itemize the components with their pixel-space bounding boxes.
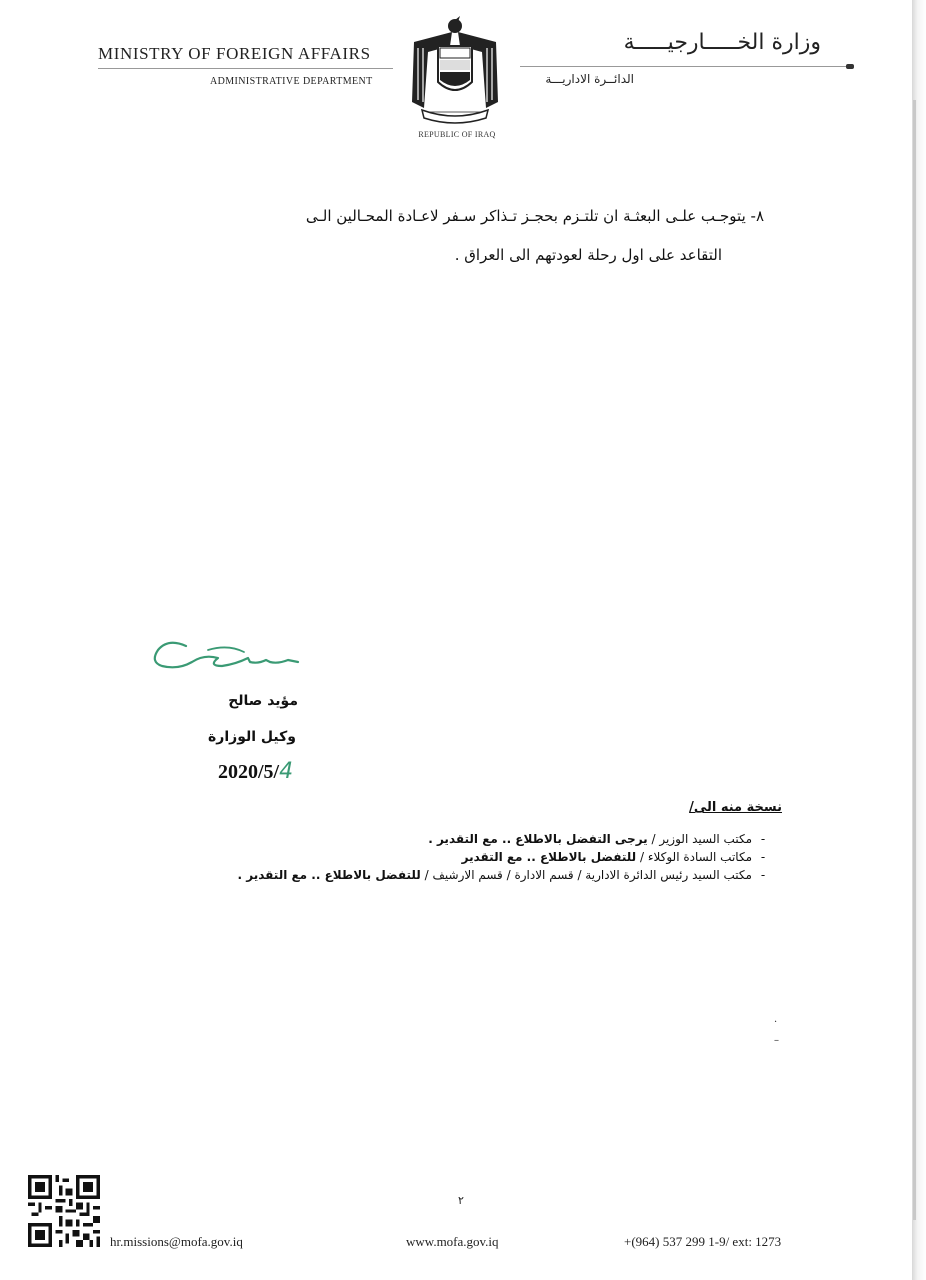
qr-code-icon: [28, 1175, 100, 1247]
copies-heading: نسخة منه الى/: [689, 800, 782, 815]
date-handwritten-day: 4: [279, 759, 294, 784]
cc-note: للتفضل بالاطلاع .. مع التقدير: [461, 850, 637, 864]
page-number: ٢: [458, 1194, 464, 1207]
document-page: [6, 0, 916, 1280]
bullet-dash: -: [760, 850, 766, 864]
handwritten-signature: [148, 632, 308, 676]
department-name-english: ADMINISTRATIVE DEPARTMENT: [210, 76, 373, 87]
cc-note: للتفضل بالاطلاع .. مع التقدير .: [237, 868, 421, 882]
department-name-arabic: الدائــرة الاداريـــة: [545, 72, 634, 86]
date-printed: 2020/5/: [218, 761, 280, 783]
scan-artifact-dots: · –: [774, 1017, 779, 1046]
list-item: [238, 848, 774, 866]
scan-artifact-mark: [846, 64, 854, 69]
cc-recipient: مكتب السيد الوزير /: [647, 832, 752, 846]
footer-website[interactable]: www.mofa.gov.iq: [406, 1234, 499, 1249]
list-item: [238, 830, 774, 848]
iraq-coat-of-arms-icon: [410, 12, 500, 130]
header-rule-left: [98, 68, 393, 69]
body-line-2: التقاعد على اول رحلة لعودتهم الى العراق .: [454, 246, 722, 264]
signature-date: [218, 759, 293, 784]
ministry-name-english: MINISTRY OF FOREIGN AFFAIRS: [98, 44, 371, 63]
body-line-1: ٨- يتوجـب علـى البعثـة ان تلتـزم بحجـز تـذاكر سـفر لاعـادة المحـالين الـى: [305, 207, 764, 225]
emblem-caption: REPUBLIC OF IRAQ: [418, 130, 496, 139]
cc-note: يرجى التفضل بالاطلاع .. مع التقدير .: [428, 832, 648, 846]
signatory-title: وكيل الوزارة: [208, 729, 296, 745]
cc-recipient: مكاتب السادة الوكلاء /: [636, 850, 752, 864]
signatory-name: مؤيد صالح: [228, 693, 298, 709]
header-rule-right: [520, 66, 850, 67]
footer-phone: +(964) 537 299 1-9/ ext: 1273: [624, 1234, 782, 1249]
copies-list: [238, 830, 774, 884]
bullet-dash: -: [760, 868, 766, 882]
footer-email[interactable]: hr.missions@mofa.gov.iq: [110, 1234, 243, 1249]
ministry-name-arabic: وزارة الخـــــارجيـــــة: [623, 30, 821, 55]
scrollbar-track[interactable]: [913, 100, 916, 1220]
bullet-dash: -: [760, 832, 766, 846]
list-item: [238, 866, 774, 884]
cc-recipient: مكتب السيد رئيس الدائرة الادارية / قسم الادارة / قسم الارشيف /: [420, 868, 752, 882]
